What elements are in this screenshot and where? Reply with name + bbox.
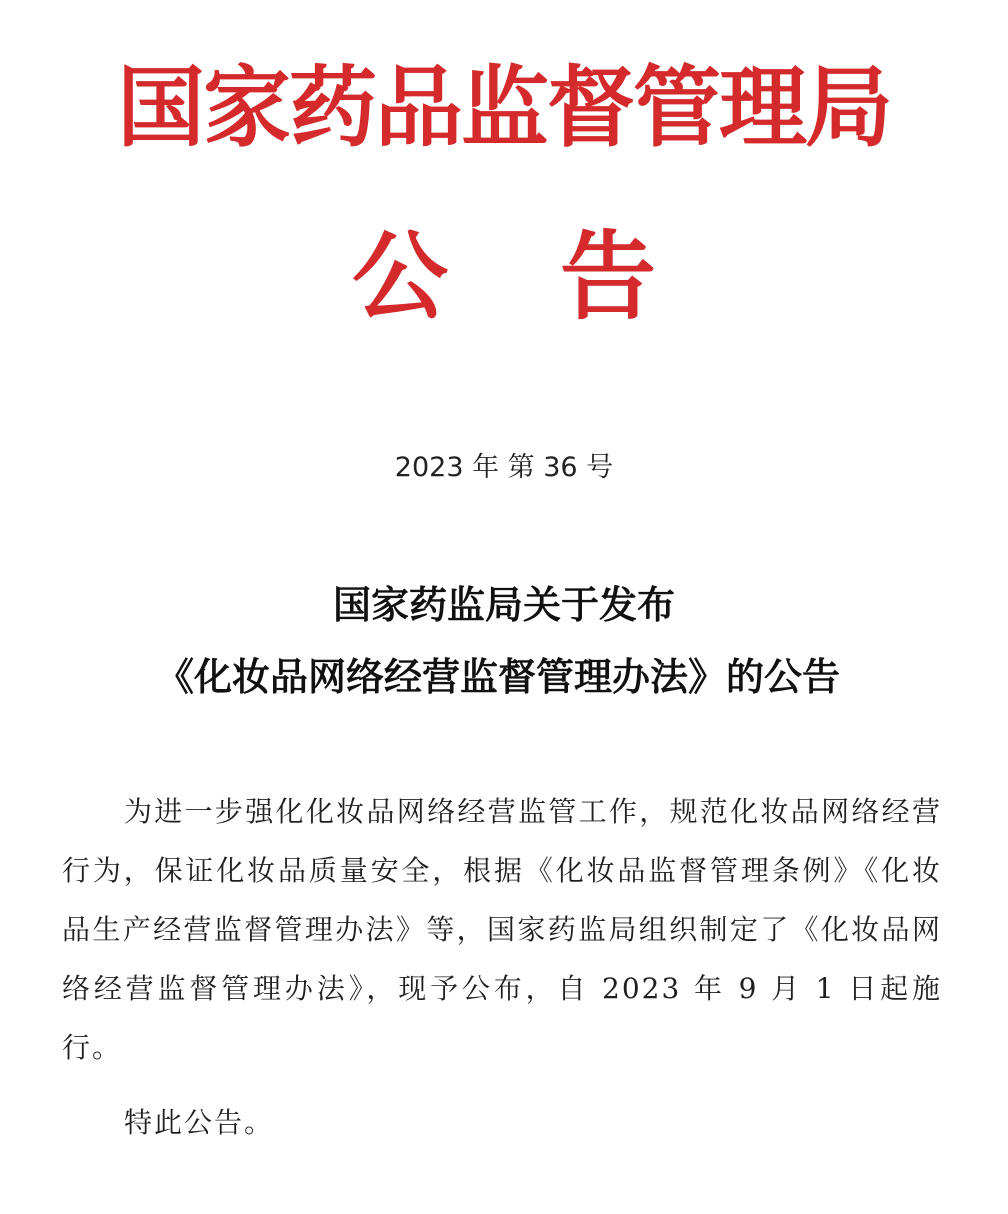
notice-heading-char-2: 告	[560, 220, 656, 333]
notice-heading-char-1: 公	[352, 220, 448, 333]
agency-letterhead: 国家药品监督管理局	[116, 55, 891, 159]
closing-statement: 特此公告。	[124, 1106, 275, 1139]
document-title-line-2: 《化妆品网络经营监督管理办法》的公告	[155, 655, 840, 699]
body-paragraph: 为进一步强化化妆品网络经营监管工作，规范化妆品网络经营行为，保证化妆品质量安全，根据《化妆品监督管理条例》《化妆品生产经营监督管理办法》等，国家药监局组织制定了《化妆品网络经营监督管理办法》，现予公布，自 2023 年 9 月 1 日起施行。	[62, 795, 942, 1064]
document-title-line-1: 国家药监局关于发布	[332, 583, 675, 627]
document-number: 2023 年 第 36 号	[394, 452, 614, 483]
